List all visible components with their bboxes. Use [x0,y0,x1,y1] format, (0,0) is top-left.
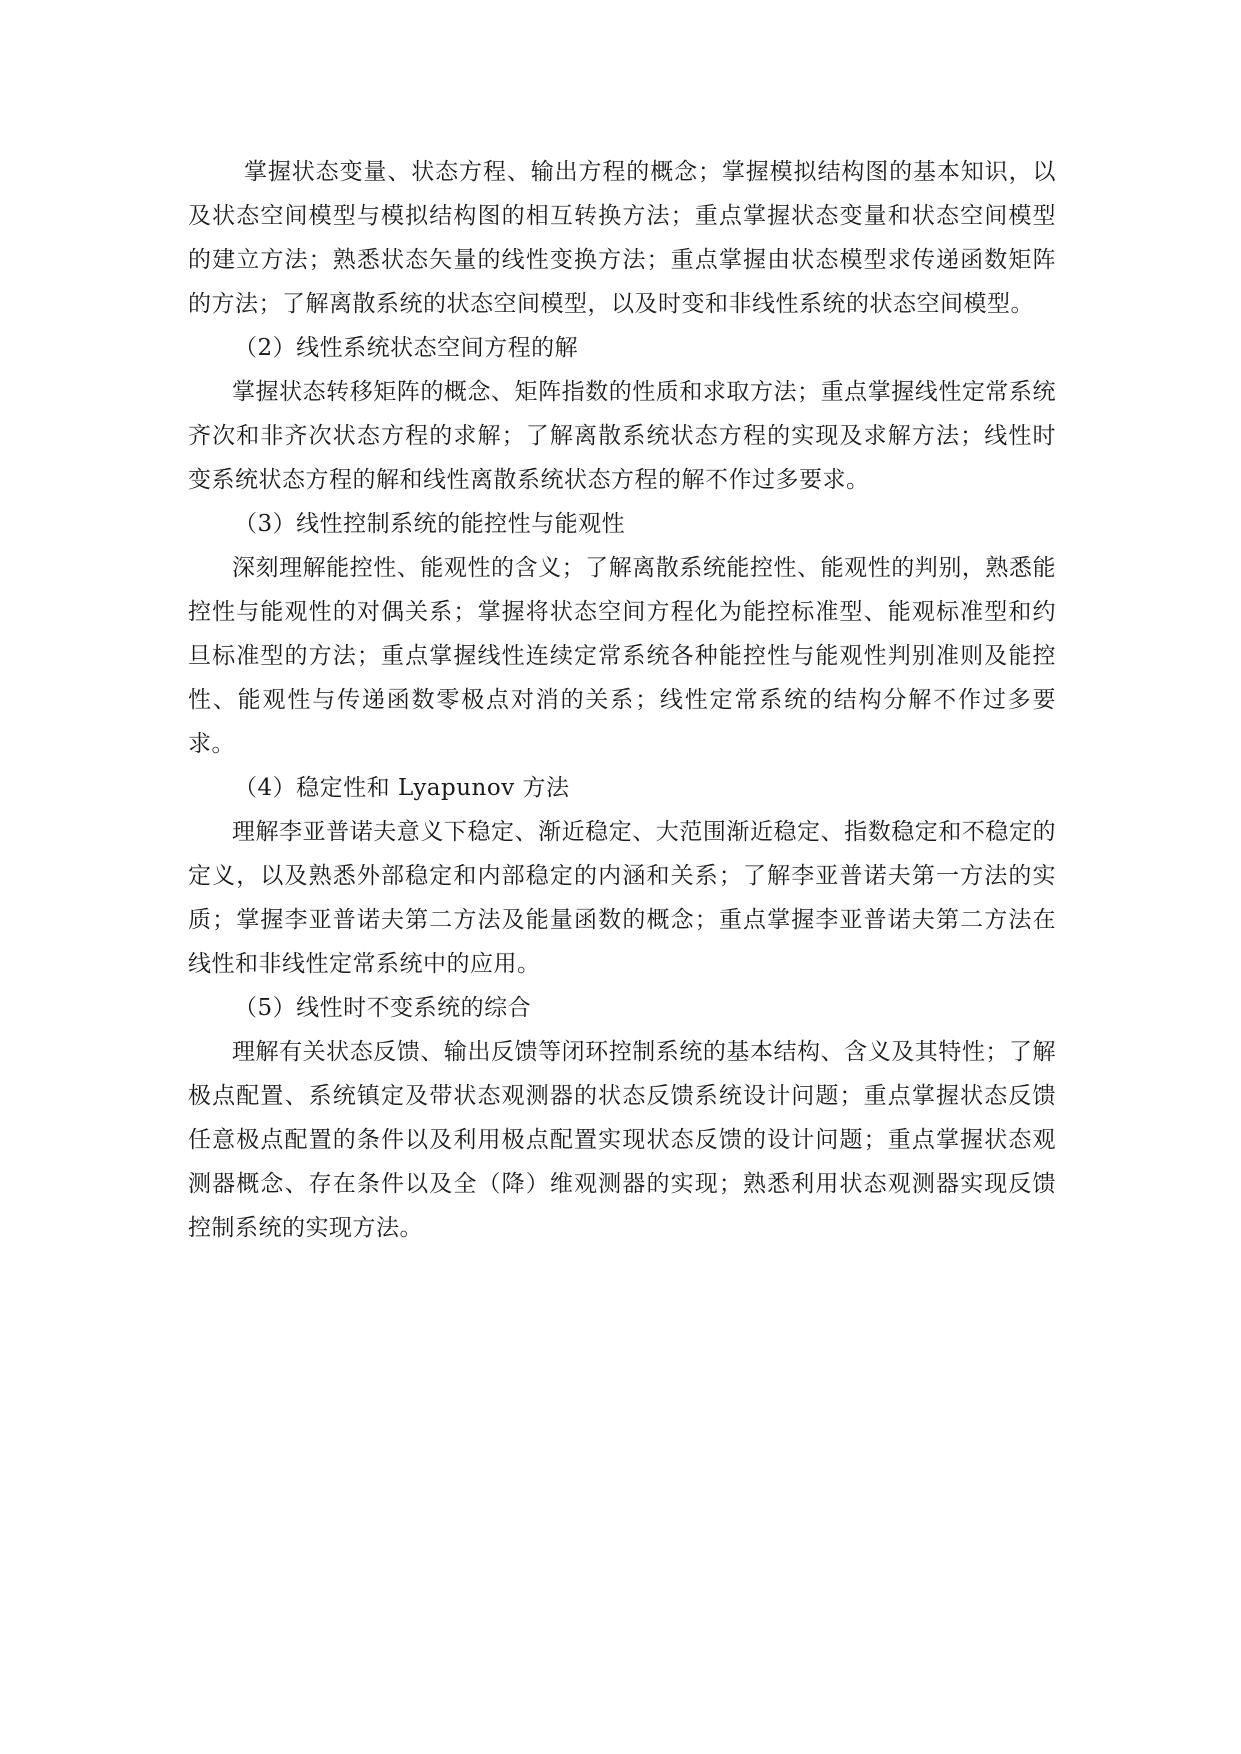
intro-paragraph: 掌握状态变量、状态方程、输出方程的概念；掌握模拟结构图的基本知识，以及状态空间模型与模拟结构图的相互转换方法；重点掌握状态变量和状态空间模型的建立方法；熟悉状态矢量的线性变换方法；重点掌握由状态模型求传递函数矩阵的方法；了解离散系统的状态空间模型，以及时变和非线性系统的状态空间模型。 [188,159,1056,317]
document-body [188,150,1056,1250]
section-heading-4: （4）稳定性和 Lyapunov 方法 [234,775,570,801]
section-body-2: 掌握状态转移矩阵的概念、矩阵指数的性质和求取方法；重点掌握线性定常系统齐次和非齐次状态方程的求解；了解离散系统状态方程的实现及求解方法；线性时变系统状态方程的解和线性离散系统状态方程的解不作过多要求。 [188,379,1056,493]
section-body-5: 理解有关状态反馈、输出反馈等闭环控制系统的基本结构、含义及其特性；了解极点配置、系统镇定及带状态观测器的状态反馈系统设计问题；重点掌握状态反馈任意极点配置的条件以及利用极点配置实现状态反馈的设计问题；重点掌握状态观测器概念、存在条件以及全（降）维观测器的实现；熟悉利用状态观测器实现反馈控制系统的实现方法。 [188,1039,1056,1241]
section-body-4: 理解李亚普诺夫意义下稳定、渐近稳定、大范围渐近稳定、指数稳定和不稳定的定义，以及熟悉外部稳定和内部稳定的内涵和关系；了解李亚普诺夫第一方法的实质；掌握李亚普诺夫第二方法及能量函数的概念；重点掌握李亚普诺夫第二方法在线性和非线性定常系统中的应用。 [188,819,1056,977]
section-heading-2: （2）线性系统状态空间方程的解 [234,335,579,361]
section-heading-3: （3）线性控制系统的能控性与能观性 [234,511,626,537]
section-heading-5: （5）线性时不变系统的综合 [234,995,532,1021]
section-body-3: 深刻理解能控性、能观性的含义；了解离散系统能控性、能观性的判别，熟悉能控性与能观性的对偶关系；掌握将状态空间方程化为能控标准型、能观标准型和约旦标准型的方法；重点掌握线性连续定常系统各种能控性与能观性判别准则及能控性、能观性与传递函数零极点对消的关系；线性定常系统的结构分解不作过多要求。 [188,555,1056,757]
